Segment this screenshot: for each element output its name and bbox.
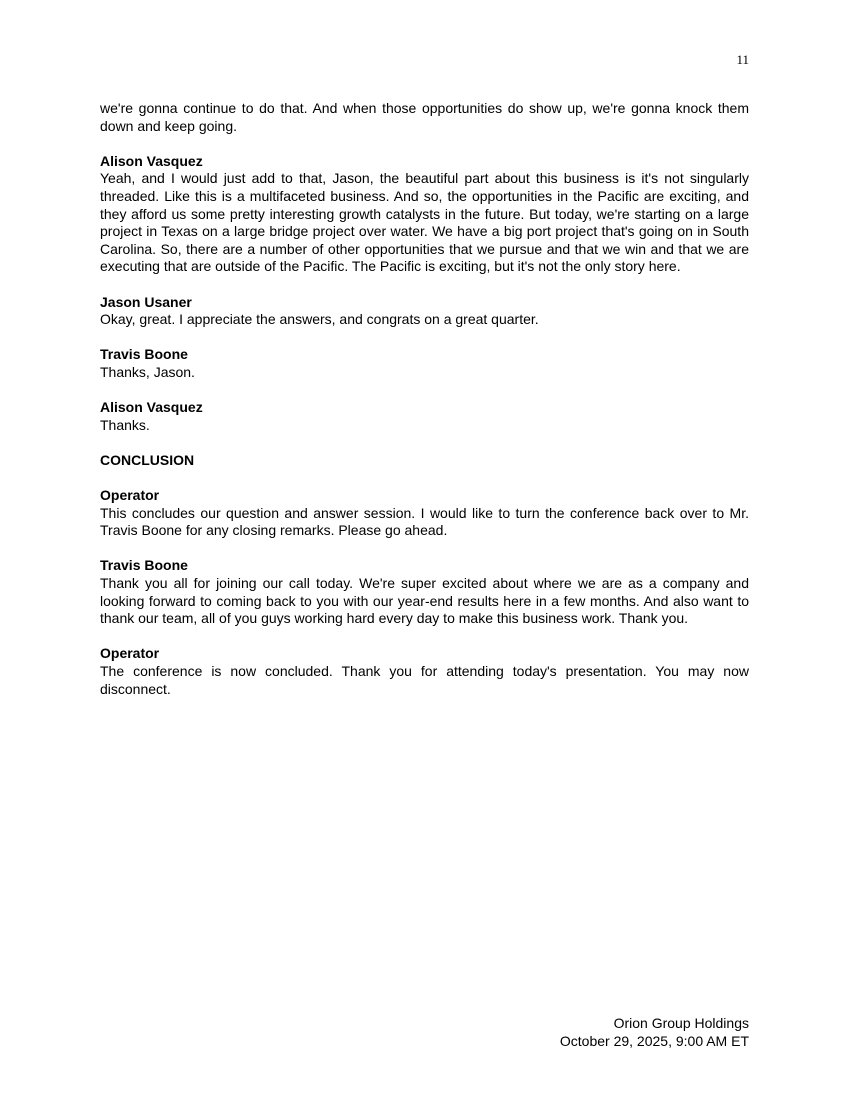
page-number: 11 <box>736 52 749 67</box>
speaker-block <box>100 487 749 540</box>
speaker-name: Jason Usaner <box>100 293 192 310</box>
speaker-text: Thank you all for joining our call today. We're super excited about where we are as a company and looking forward to coming back to you with our year-end results here in a few months. And also want to thank our team, all of you guys working hard every day to make this business work. Thank you. <box>100 575 749 627</box>
speaker-name: Alison Vasquez <box>100 152 203 169</box>
transcript-continuation <box>100 100 749 135</box>
speaker-block <box>100 557 749 627</box>
section-heading: CONCLUSION <box>100 451 195 468</box>
page-footer <box>560 1015 749 1050</box>
speaker-text: Yeah, and I would just add to that, Jason, the beautiful part about this business is it's not singularly threaded. Like this is a multifaceted business. And so, the opportunities in the Pacific are exciting, and they afford us some pretty interesting growth catalysts in the future. But today, we're starting on a large project in Texas on a large bridge project over water. We have a big port project that's going on in South Carolina. So, there are a number of other opportunities that we pursue and that we win and that we are executing that are outside of the Pacific. The Pacific is exciting, but it's not the only story here. <box>100 170 749 275</box>
speaker-block <box>100 294 749 329</box>
footer-company: Orion Group Holdings <box>613 1015 749 1031</box>
speaker-name: Alison Vasquez <box>100 399 203 416</box>
speaker-text: Okay, great. I appreciate the answers, and congrats on a great quarter. <box>100 311 539 328</box>
speaker-text: This concludes our question and answer session. I would like to turn the conference back over to Mr. Travis Boone for any closing remarks. Please go ahead. <box>100 504 749 539</box>
speaker-name: Operator <box>100 487 160 504</box>
speaker-name: Operator <box>100 645 160 662</box>
speaker-block <box>100 645 749 698</box>
transcript-body <box>100 100 749 716</box>
speaker-text: The conference is now concluded. Thank you for attending today's presentation. You may now disconnect. <box>100 663 749 697</box>
speaker-block <box>100 153 749 276</box>
speaker-name: Travis Boone <box>100 346 188 363</box>
footer-date: October 29, 2025, 9:00 AM ET <box>559 1032 749 1049</box>
speaker-text: Thanks, Jason. <box>100 363 195 380</box>
speaker-block <box>100 346 749 381</box>
speaker-name: Travis Boone <box>100 557 188 574</box>
speaker-text: Thanks. <box>100 416 150 433</box>
continuation-text: we're gonna continue to do that. And when those opportunities do show up, we're gonna knock them down and keep going. <box>100 100 749 134</box>
speaker-block <box>100 399 749 434</box>
